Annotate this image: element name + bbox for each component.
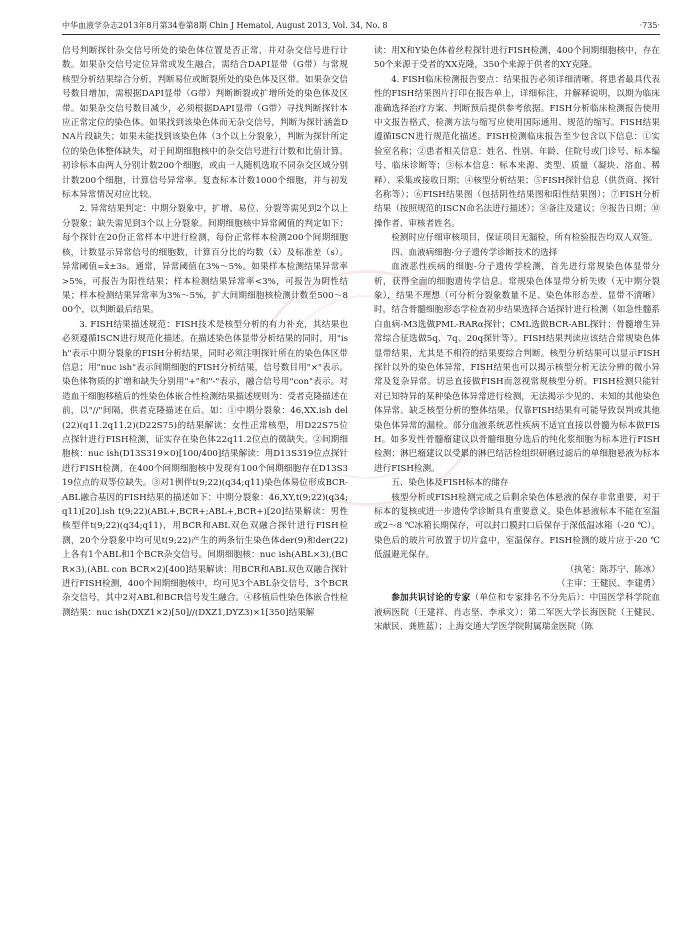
left-column	[62, 44, 348, 620]
right-column-paragraph: 血液恶性疾病的细胞-分子遗传学检测，首先进行常规染色体显带分析，获得全面的细胞遗传学信息。常规染色体显带分析失败（无中期分裂象），结果不理想（可分析分裂象数量不足、染色体形态差、显带不清晰）时，结合骨髓细胞形态学检查初步结果选择合适探针进行检测（如急性髓系白血病-M3选做PML-RARα探针；CML选做BCR-ABL探针；骨髓增生异常综合征选做5q、7q、20q探针等）。FISH结果判读应该结合常规染色体显带结果，尤其是不相符的结果要综合判断。核型分析结果可以显示FISH探针以外的染色体异常，FISH结果也可以揭示核型分析无法分辨的微小异常及复杂异常。切忌直接做FISH而忽视常规核型分析。FISH检测只能针对已知特异的某种染色体异常进行检测，无法揭示少见的、未知的其他染色体异常。缺乏核型分析的整体结果，仅靠FISH结果有可能导致误判或其他染色体异常的漏检。部分血液系统恶性疾病不适宜直接以骨髓为标本做FISH。如多发性骨髓瘤建议以骨髓细胞分选后的纯化浆细胞为标本进行FISH检测；淋巴瘤建议以受累的淋巴结活检组织研磨过滤后的单细胞悬液为标本进行FISH检测。	[374, 262, 660, 474]
left-column-paragraph: 信号判断探针杂交信号所处的染色体位置是否正常，并对杂交信号进行计数。如果杂交信号定位异常或发生融合，需结合DAPI显带（G带）与常规核型分析结果综合分析，判断易位或断裂所处的染色体及区带。如果杂交信号数目增加，需根据DAPI显带（G带）判断断裂或扩增所处的染色体及区带。如果杂交信号数目减少，必须根据DAPI显带（G带）寻找判断探针本应正常定位的染色体。如果找到该染色体而无杂交信号，判断为探针涵盖DNA片段缺失；如果未能找到该染色体（3个以上分裂象），判断为探针所定位的染色体整体缺失，对于间期细胞核中的杂交信号进行计数和比值计算。初诊标本由两人分别计数200个细胞，或由一人随机选取不同杂交区域分别计数200个细胞，计算信号异常率。复查标本计数1000个细胞，并与初发标本异常情况对应比较。	[62, 46, 348, 201]
running-header	[62, 18, 660, 35]
experts-label: 参加共识讨论的专家	[391, 593, 471, 604]
right-column	[374, 44, 660, 635]
right-column-paragraph: 4. FISH临床检测报告要点：结果报告必须详细清晰。将患者最具代表性的FISH结果图片打印在报告单上，详细标注，并解释说明，以期为临床准确选择治疗方案、判断预后提供参考依据。FISH分析临床检测报告使用中文报告格式，检测方法与缩写应使用国际通用、规范的缩写。FISH结果遵循ISCN进行规范化描述。FISH检测临床报告至少包含以下信息：①实验室名称；②患者相关信息：姓名、性别、年龄、住院号或门诊号、标本编号、临床诊断等；③标本信息：标本来源、类型、质量（凝块、溶血、稀释）、采集或接收日期；④核型分析结果；⑤FISH探针信息（供货商、探针名称等）；⑥FISH结果图（包括阴性结果图和阳性结果图）；⑦FISH分析结果（按照规范的ISCN命名法进行描述）；⑧备注及建议；⑨报告日期；⑩操作者、审核者姓名。	[374, 74, 660, 229]
right-column-paragraph: 五、染色体及FISH标本的储存	[391, 478, 509, 489]
right-column-paragraph: 核型分析或FISH检测完成之后剩余染色体悬液的保存非常重要，对于标本的复核或进一步遗传学诊断具有重要意义。染色体悬液标本不能在室温或2～8 ℃冰箱长期保存，可以封口膜封口后保存于深低温冰箱（-20 ℃）。染色后的玻片可放置于切片盒中，室温保存。FISH检测的玻片应于-20 ℃低温避光保存。	[374, 492, 660, 561]
right-column-paragraph: 四、血液病细胞-分子遗传学诊断技术的选择	[391, 247, 558, 258]
page-number: ·735·	[639, 21, 660, 30]
right-column-paragraph: 读：用X和Y染色体着丝粒探针进行FISH检测，400个间期细胞核中，存在50个来源于受者的XX克隆，350个来源于供者的XY克隆。	[374, 46, 660, 71]
right-column-paragraph: 检测时应仔细审核项目，保证项目无漏检，所有检验报告均双人双签。	[391, 233, 658, 244]
left-column-paragraph: 2. 异常结果判定：中期分裂象中，扩增、易位、分裂等需见到2个以上分裂象；缺失需见到3个以上分裂象。间期细胞核中异常阈值的判定如下：每个探针在20份正常样本中进行检测，每份正常样本检测200个间期细胞核，计数显示异常信号的细胞数，计算百分比的均数（x̄）及标准差（s）。异常阈值=x̄±3s。通常，异常阈值在3%～5%。如果样本检测结果异常率>5%，可报告为阳性结果；样本检测结果异常率<3%，可报告为阴性结果；样本检测结果异常率为3%～5%，扩大间期细胞核检测计数至500～800个，以判断最后结果。	[62, 204, 348, 316]
right-column-paragraph	[374, 591, 660, 634]
right-column-paragraph: （主审：王健民、李建勇）	[556, 579, 660, 590]
left-column-paragraph: 3. FISH结果描述规范：FISH技术是核型分析的有力补充，其结果也必须遵循ISCN进行规范化描述。在描述染色体显带分析结果的同时，用"ish"表示中期分裂象的FISH分析结果，同时必须注明探针所在的染色体区带信息；用"nuc ish"表示间期细胞的FISH分析结果，信号数目用"×"表示。染色体物质的扩增和缺失分别用"+"和"-"表示，融合信号用"con"表示。对造血干细胞移植后的性染色体嵌合性检测结果描述规则为：受者克隆描述在前，以"//"间隔，供者克隆描述在后。如：①中期分裂象：46,XX.ish del(22)(q11.2q11.2)(D22S75)的结果解读：女性正常核型，用D22S75位点探针进行FISH检测，证实存在染色体22q11.2位点的微缺失。②间期细胞核：nuc ish(D13S319×0)[100/400]结果解读：用D13S319位点探针进行FISH检测，在400个间期细胞核中发现有100个间期细胞存在D13S319位点的双等位缺失。③对1例伴t(9;22)(q34;q11)染色体易位形成BCR-ABL融合基因的FISH结果的描述如下：中期分裂象：46,XY,t(9;22)(q34;q11)[20].ish t(9;22)(ABL+,BCR+;ABL+,BCR+)[20]结果解读：男性核型伴t(9;22)(q34;q11)，用BCR和ABL双色双融合探针进行FISH检测，20个分裂象中均可见t(9;22)产生的两条衍生染色体der(9)和der(22)上各有1个ABL和1个BCR杂交信号。间期细胞核：nuc ish(ABL×3),(BCR×3),(ABL con BCR×2)[400]结果解读：用BCR和ABL双色双融合探针进行FISH检测，400个间期细胞核中，均可见3个ABL杂交信号，3个BCR杂交信号，其中2对ABL和BCR信号发生融合。④移植后性染色体嵌合性检测结果：nuc ish(DXZ1×2)[50]//(DXZ1,DYZ3)×1[350]结果解	[62, 319, 348, 618]
journal-citation: 中华血液学杂志2013年8月第34卷第8期 Chin J Hematol, August 2013, Vol. 34, No. 8	[62, 21, 388, 30]
experts-list: （单位和专家排名不分先后）：中国医学科学院血液病医院（王建祥、肖志坚、李承文）；第二军医大学长海医院（王健民、宋献民、龚胜蓝）；上海交通大学医学院附属瑞金医院（陈	[374, 593, 660, 633]
right-column-paragraph: （执笔：陈苏宁、陈冰）	[565, 564, 660, 575]
